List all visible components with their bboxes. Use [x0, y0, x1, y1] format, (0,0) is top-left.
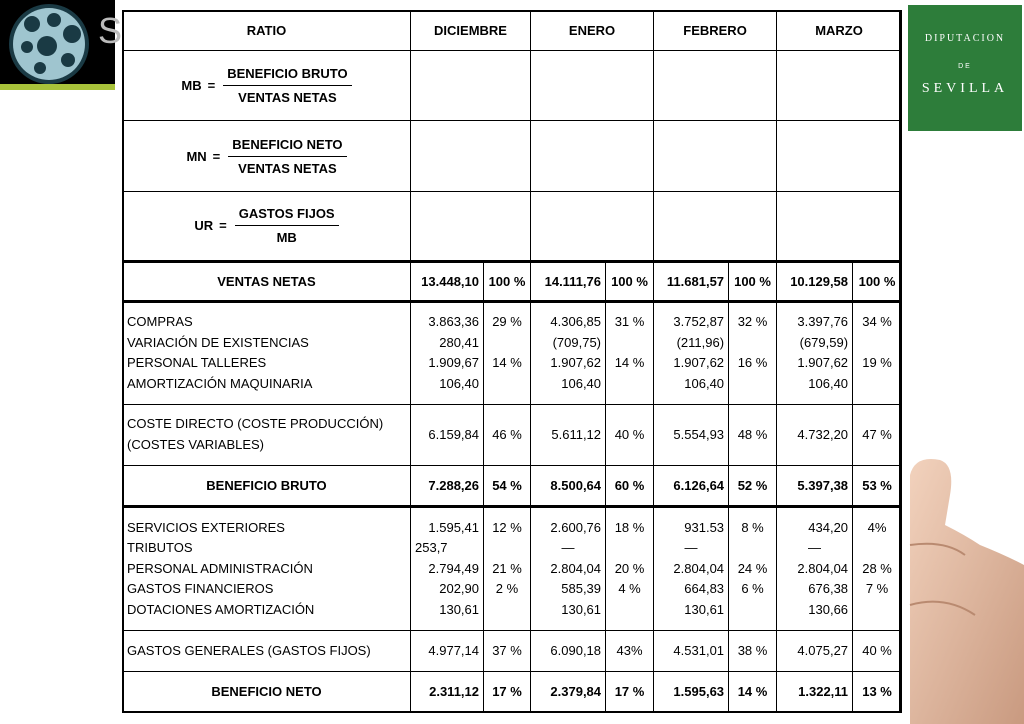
costes-pcts-dic: [484, 302, 531, 404]
logo-left-stripe: [0, 84, 115, 90]
empty-cell: [654, 51, 777, 121]
gastos-block-row: [123, 507, 902, 631]
formula-row-mn: [123, 121, 902, 191]
value-line: 130,61: [684, 601, 725, 617]
value-line: 130,61: [439, 601, 479, 617]
formula-numerator: GASTOS FIJOS: [235, 206, 339, 226]
value-cell: 2.311,12: [411, 671, 484, 712]
costes-pcts-mar: [853, 302, 902, 404]
pct-cell: 100 %: [606, 262, 654, 302]
pct-cell: 40 %: [606, 404, 654, 465]
logo-left-letter: S: [98, 10, 123, 51]
costes-pcts-feb: [729, 302, 777, 404]
gastos-label: PERSONAL ADMINISTRACIÓN: [127, 560, 313, 576]
value-line: 1.907,62: [550, 355, 602, 371]
empty-cell: [777, 51, 902, 121]
value-line: —: [561, 540, 575, 556]
value-line: 253,7: [415, 540, 448, 556]
value-line: 4.306,85: [550, 314, 602, 330]
pct-line: 7 %: [865, 581, 889, 597]
pct-line: [857, 374, 897, 395]
pct-line: [610, 333, 649, 354]
value-line: (679,59): [799, 334, 849, 350]
formula-denominator: VENTAS NETAS: [238, 90, 337, 106]
coste-directo-labels: [123, 404, 411, 465]
value-line: 2.804,04: [797, 560, 849, 576]
formula-row-mb: [123, 51, 902, 121]
empty-cell: [654, 121, 777, 191]
diputacion-sevilla-logo: [908, 5, 1022, 131]
pct-cell: 13 %: [853, 671, 902, 712]
value-cell: 13.448,10: [411, 262, 484, 302]
logo-right-mid: DE: [958, 63, 972, 70]
pct-line: [488, 374, 526, 395]
empty-cell: [531, 51, 654, 121]
pct-line: 14 %: [492, 355, 522, 371]
value-cell: 4.977,14: [411, 630, 484, 671]
value-cell: 5.397,38: [777, 465, 853, 506]
value-line: 676,38: [808, 581, 849, 597]
beneficio-neto-label: BENEFICIO NETO: [123, 671, 411, 712]
value-cell: 6.159,84: [411, 404, 484, 465]
value-line: 2.600,76: [550, 519, 602, 535]
bubble-logo-icon: [2, 2, 97, 86]
value-line: 2.804,04: [673, 560, 725, 576]
pct-line: [610, 600, 649, 621]
empty-cell: [531, 191, 654, 261]
formula-eq: =: [212, 148, 221, 164]
pct-line: [857, 538, 897, 559]
pct-cell: 52 %: [729, 465, 777, 506]
pct-cell: 48 %: [729, 404, 777, 465]
gastos-generales-label: GASTOS GENERALES (GASTOS FIJOS): [123, 630, 411, 671]
formula-numerator: BENEFICIO BRUTO: [223, 66, 351, 86]
formula-ur: [123, 191, 411, 261]
value-cell: 4.075,27: [777, 630, 853, 671]
coste-directo-row: [123, 404, 902, 465]
value-line: (709,75): [552, 334, 602, 350]
formula-lhs: MB: [181, 78, 202, 94]
ventas-netas-row: [123, 262, 902, 302]
pct-line: [610, 538, 649, 559]
logo-right-bottom: SEVILLA: [921, 81, 1009, 96]
pct-line: [610, 374, 649, 395]
costes-values-mar: [777, 302, 853, 404]
costes-pcts-ene: [606, 302, 654, 404]
formula-lhs: MN: [186, 148, 207, 164]
value-cell: 2.379,84: [531, 671, 606, 712]
gastos-pcts-ene: [606, 507, 654, 631]
month-header-febrero: FEBRERO: [654, 11, 777, 51]
formula-eq: =: [207, 78, 216, 94]
gastos-label: TRIBUTOS: [127, 540, 193, 556]
value-line: 1.907,62: [797, 355, 849, 371]
value-line: 130,66: [808, 601, 849, 617]
gastos-labels: [123, 507, 411, 631]
pct-line: [857, 600, 897, 621]
value-line: 931.53: [684, 519, 725, 535]
formula-denominator: MB: [276, 230, 297, 246]
value-line: —: [684, 540, 698, 556]
empty-cell: [777, 121, 902, 191]
value-cell: 4.531,01: [654, 630, 729, 671]
pct-cell: 38 %: [729, 630, 777, 671]
costes-labels: [123, 302, 411, 404]
gastos-values-dic: [411, 507, 484, 631]
gastos-generales-row: [123, 630, 902, 671]
value-cell: 7.288,26: [411, 465, 484, 506]
pct-line: 6 %: [741, 581, 764, 597]
formula-mn: [123, 121, 411, 191]
pct-line: 21 %: [492, 560, 522, 576]
value-cell: 11.681,57: [654, 262, 729, 302]
costes-values-ene: [531, 302, 606, 404]
ratio-header: RATIO: [123, 11, 411, 51]
pct-cell: 17 %: [606, 671, 654, 712]
costes-label: PERSONAL TALLERES: [127, 355, 267, 371]
pct-line: 20 %: [614, 560, 645, 576]
month-header-enero: ENERO: [531, 11, 654, 51]
month-header-marzo: MARZO: [777, 11, 902, 51]
pct-cell: 40 %: [853, 630, 902, 671]
pct-line: 14 %: [614, 355, 645, 371]
pct-line: [488, 600, 526, 621]
value-line: 2.794,49: [428, 560, 479, 576]
pct-line: 34 %: [862, 314, 892, 330]
pct-line: 31 %: [614, 314, 645, 330]
value-cell: 8.500,64: [531, 465, 606, 506]
value-line: 130,61: [561, 601, 602, 617]
pct-line: 4 %: [618, 581, 641, 597]
value-cell: 6.126,64: [654, 465, 729, 506]
formula-row-ur: [123, 191, 902, 261]
hand-image-icon: [905, 455, 1024, 724]
value-line: 106,40: [561, 375, 602, 391]
pct-cell: 100 %: [484, 262, 531, 302]
value-line: 585,39: [561, 581, 602, 597]
pct-line: 32 %: [737, 314, 768, 330]
gastos-pcts-mar: [853, 507, 902, 631]
value-cell: 6.090,18: [531, 630, 606, 671]
header-row: [123, 11, 902, 51]
formula-lhs: UR: [194, 218, 214, 234]
value-line: 3.397,76: [797, 314, 849, 330]
formula-mb: [123, 51, 411, 121]
coste-directo-label: COSTE DIRECTO (COSTE PRODUCCIÓN): [127, 416, 384, 432]
formula-denominator: VENTAS NETAS: [238, 160, 337, 176]
pct-line: 29 %: [492, 314, 522, 330]
value-cell: 1.595,63: [654, 671, 729, 712]
month-header-diciembre: DICIEMBRE: [411, 11, 531, 51]
beneficio-bruto-row: [123, 465, 902, 506]
value-line: 280,41: [439, 334, 479, 350]
value-line: 106,40: [684, 375, 725, 391]
pct-line: 28 %: [862, 560, 892, 576]
pct-line: 8 %: [741, 519, 764, 535]
pct-line: [733, 374, 772, 395]
pct-line: 4%: [867, 519, 887, 535]
gastos-label: GASTOS FINANCIEROS: [127, 581, 274, 597]
pct-cell: 100 %: [729, 262, 777, 302]
pct-line: [488, 333, 526, 354]
pct-cell: 46 %: [484, 404, 531, 465]
value-line: 106,40: [439, 375, 479, 391]
value-line: 3.863,36: [428, 314, 479, 330]
costes-label: COMPRAS: [127, 314, 193, 330]
value-line: 434,20: [808, 519, 849, 535]
pct-line: [733, 600, 772, 621]
ventas-netas-label: VENTAS NETAS: [123, 262, 411, 302]
beneficio-neto-row: [123, 671, 902, 712]
value-line: 2.804,04: [550, 560, 602, 576]
gastos-values-ene: [531, 507, 606, 631]
value-cell: 4.732,20: [777, 404, 853, 465]
value-line: 1.595,41: [428, 519, 479, 535]
value-cell: 10.129,58: [777, 262, 853, 302]
gastos-label: DOTACIONES AMORTIZACIÓN: [127, 601, 315, 617]
pct-line: 2 %: [495, 581, 519, 597]
value-cell: 5.611,12: [531, 404, 606, 465]
pct-cell: 37 %: [484, 630, 531, 671]
pct-cell: 53 %: [853, 465, 902, 506]
costes-label: AMORTIZACIÓN MAQUINARIA: [127, 375, 313, 391]
coste-directo-label: (COSTES VARIABLES): [127, 436, 265, 452]
value-line: 3.752,87: [673, 314, 725, 330]
value-cell: 1.322,11: [777, 671, 853, 712]
empty-cell: [411, 121, 531, 191]
pct-line: 12 %: [492, 519, 522, 535]
pct-line: 19 %: [862, 355, 892, 371]
pct-line: [733, 333, 772, 354]
value-line: 106,40: [808, 375, 849, 391]
gastos-values-mar: [777, 507, 853, 631]
gastos-values-feb: [654, 507, 729, 631]
pct-cell: 14 %: [729, 671, 777, 712]
empty-cell: [531, 121, 654, 191]
costes-values-dic: [411, 302, 484, 404]
value-line: 1.907,62: [673, 355, 725, 371]
value-line: —: [808, 540, 822, 556]
gastos-label: SERVICIOS EXTERIORES: [127, 519, 285, 535]
pct-line: [857, 333, 897, 354]
gastos-pcts-dic: [484, 507, 531, 631]
empty-cell: [777, 191, 902, 261]
gastos-pcts-feb: [729, 507, 777, 631]
pct-line: 18 %: [614, 519, 645, 535]
pct-cell: 17 %: [484, 671, 531, 712]
pct-line: [488, 538, 526, 559]
pct-cell: 43%: [606, 630, 654, 671]
costes-block-row: [123, 302, 902, 404]
formula-eq: =: [219, 218, 227, 234]
beneficio-bruto-label: BENEFICIO BRUTO: [123, 465, 411, 506]
empty-cell: [654, 191, 777, 261]
logo-right-top: DIPUTACION: [924, 33, 1006, 44]
pct-cell: 60 %: [606, 465, 654, 506]
costes-values-feb: [654, 302, 729, 404]
pct-line: 16 %: [737, 355, 768, 371]
costes-label: VARIACIÓN DE EXISTENCIAS: [127, 334, 309, 350]
value-cell: 14.111,76: [531, 262, 606, 302]
value-line: (211,96): [676, 334, 725, 350]
pct-line: [733, 538, 772, 559]
empty-cell: [411, 191, 531, 261]
pct-cell: 47 %: [853, 404, 902, 465]
pct-line: 24 %: [737, 560, 768, 576]
value-line: 1.909,67: [428, 355, 479, 371]
ratio-table: [122, 10, 902, 713]
empty-cell: [411, 51, 531, 121]
value-cell: 5.554,93: [654, 404, 729, 465]
pct-cell: 54 %: [484, 465, 531, 506]
pct-cell: 100 %: [853, 262, 902, 302]
logo-left: [0, 0, 123, 90]
value-line: 202,90: [439, 581, 479, 597]
formula-numerator: BENEFICIO NETO: [228, 137, 346, 157]
value-line: 664,83: [684, 581, 725, 597]
